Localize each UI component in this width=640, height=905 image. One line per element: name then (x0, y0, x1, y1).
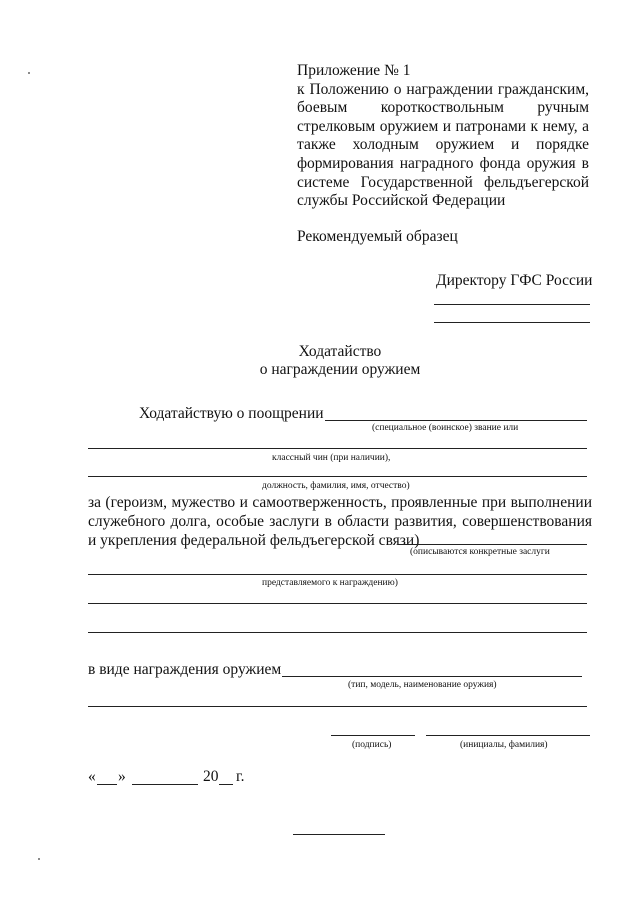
weapon-line-2[interactable] (88, 706, 587, 707)
merits-line-4[interactable] (88, 632, 587, 633)
doc-title: Ходатайство (298, 343, 382, 360)
petition-lead: Ходатайствую о поощрении (139, 405, 324, 422)
weapon-field[interactable] (282, 676, 582, 677)
appendix-number: Приложение № 1 (297, 62, 411, 79)
hint-weapon: (тип, модель, наименование оружия) (348, 680, 497, 690)
merits-line-3[interactable] (88, 603, 587, 604)
hint-signature: (подпись) (352, 740, 392, 750)
position-name-field[interactable] (88, 476, 587, 477)
hint-rank: (специальное (воинское) звание или (372, 423, 519, 433)
date-month-field[interactable] (132, 784, 198, 785)
hint-position: должность, фамилия, имя, отчество) (262, 481, 410, 491)
addressee-line-2[interactable] (434, 322, 590, 323)
footer-rule (293, 834, 385, 835)
name-initials-field[interactable] (426, 735, 590, 736)
merit-text: за (героизм, мужество и самоотверженность, проявленные при выполнении служебного долга, особые заслуги в области развития, совершенствования и укрепления федеральной фельдъегерской связи) (88, 494, 592, 549)
appendix-block (297, 62, 589, 211)
signature-field[interactable] (331, 735, 415, 736)
merits-field[interactable] (398, 544, 587, 545)
date-close-quote: » (118, 768, 126, 785)
sample-label: Рекомендуемый образец (297, 228, 458, 245)
date-year-prefix: 20 (203, 768, 219, 785)
scan-speck (28, 72, 30, 74)
merits-line-2[interactable] (88, 574, 587, 575)
addressee: Директору ГФС России (436, 272, 593, 289)
date-day-field[interactable] (97, 784, 117, 785)
addressee-line-1[interactable] (434, 304, 590, 305)
hint-class: классный чин (при наличии), (272, 453, 391, 463)
rank-field[interactable] (325, 420, 587, 421)
scan-speck (38, 858, 40, 860)
award-lead: в виде награждения оружием (88, 661, 282, 678)
date-open-quote: « (88, 768, 96, 785)
date-year-suffix: г. (236, 768, 245, 785)
class-rank-field[interactable] (88, 448, 587, 449)
date-year-field[interactable] (219, 784, 233, 785)
hint-merits: (описываются конкретные заслуги (410, 547, 550, 557)
hint-name: (инициалы, фамилия) (460, 740, 548, 750)
hint-nominee: представляемого к награждению) (262, 578, 398, 588)
doc-subtitle: о награждении оружием (259, 361, 421, 378)
appendix-text: к Положению о награждении гражданским, боевым короткоствольным ручным стрелковым оружием и патронами к нему, а также холодным оружием и порядке формирования наградного фонда оружия в системе Государственной фельдъегерской службы Российской Федерации (297, 80, 589, 210)
